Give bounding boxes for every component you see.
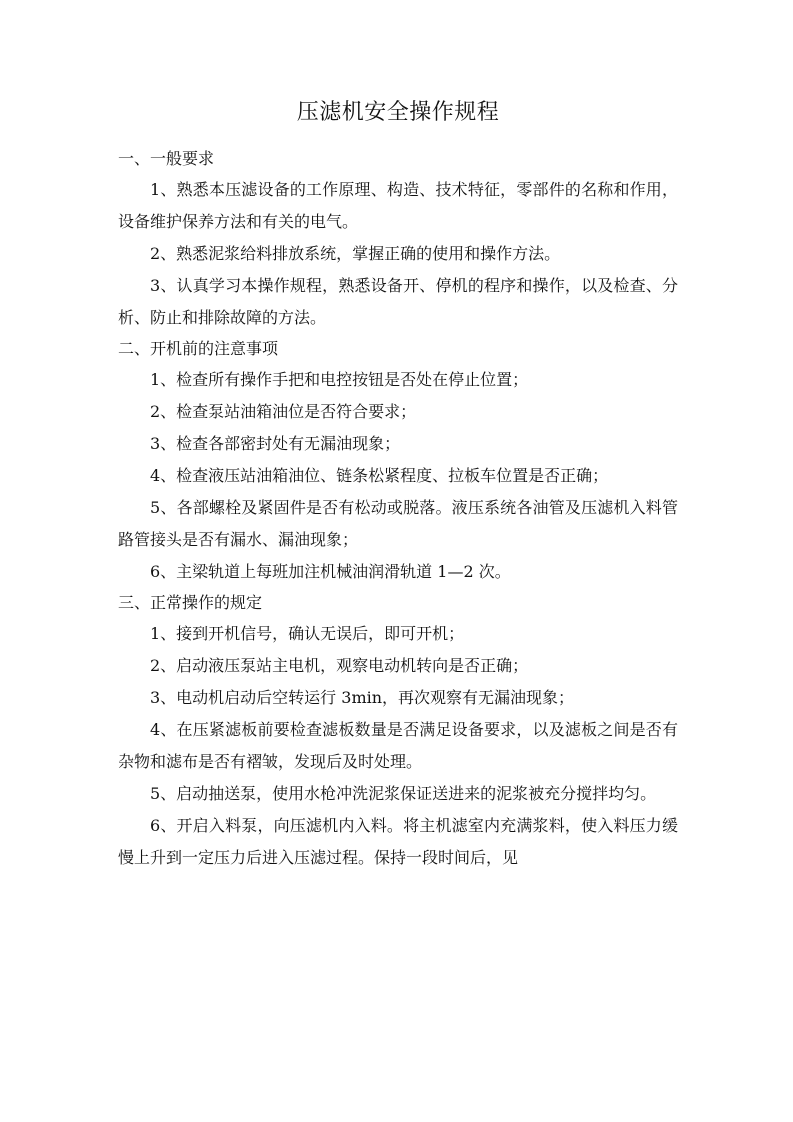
list-item: 5、启动抽送泵，使用水枪冲洗泥浆保证送进来的泥浆被充分搅拌均匀。 <box>150 784 657 803</box>
list-item: 3、认真学习本操作规程，熟悉设备开、停机的程序和操作，以及检查、分析、防止和排除故障的方法。 <box>118 276 678 327</box>
section-normal-operation <box>118 588 678 874</box>
list-item: 2、熟悉泥浆给料排放系统，掌握正确的使用和操作方法。 <box>150 244 561 263</box>
section-general-requirements <box>118 144 678 334</box>
list-item: 1、熟悉本压滤设备的工作原理、构造、技术特征，零部件的名称和作用，设备维护保养方法和有关的电气。 <box>118 180 678 231</box>
section-heading: 一、一般要求 <box>118 149 215 168</box>
list-item: 5、各部螺栓及紧固件是否有松动或脱落。液压系统各油管及压滤机入料管路管接头是否有漏水、漏油现象； <box>118 498 678 549</box>
section-heading: 三、正常操作的规定 <box>118 593 263 612</box>
section-pre-start-checks <box>118 334 678 588</box>
list-item: 1、检查所有操作手把和电控按钮是否处在停止位置； <box>150 370 529 389</box>
list-item: 3、电动机启动后空转运行 3min，再次观察有无漏油现象； <box>150 688 575 707</box>
list-item: 4、检查液压站油箱油位、链条松紧程度、拉板车位置是否正确； <box>150 466 609 485</box>
list-item: 4、在压紧滤板前要检查滤板数量是否满足设备要求，以及滤板之间是否有杂物和滤布是否有褶皱，发现后及时处理。 <box>118 720 678 771</box>
document-title: 压滤机安全操作规程 <box>296 100 500 125</box>
list-item: 6、开启入料泵，向压滤机内入料。将主机滤室内充满浆料，使入料压力缓慢上升到一定压力后进入压滤过程。保持一段时间后，见 <box>118 816 678 867</box>
list-item: 2、检查泵站油箱油位是否符合要求； <box>150 402 417 421</box>
list-item: 3、检查各部密封处有无漏油现象； <box>150 434 401 453</box>
document-content <box>118 96 678 874</box>
section-heading: 二、开机前的注意事项 <box>118 339 279 358</box>
list-item: 2、启动液压泵站主电机，观察电动机转向是否正确； <box>150 656 529 675</box>
list-item: 6、主梁轨道上每班加注机械油润滑轨道 1—2 次。 <box>150 562 511 581</box>
list-item: 1、接到开机信号，确认无误后，即可开机； <box>150 624 465 643</box>
